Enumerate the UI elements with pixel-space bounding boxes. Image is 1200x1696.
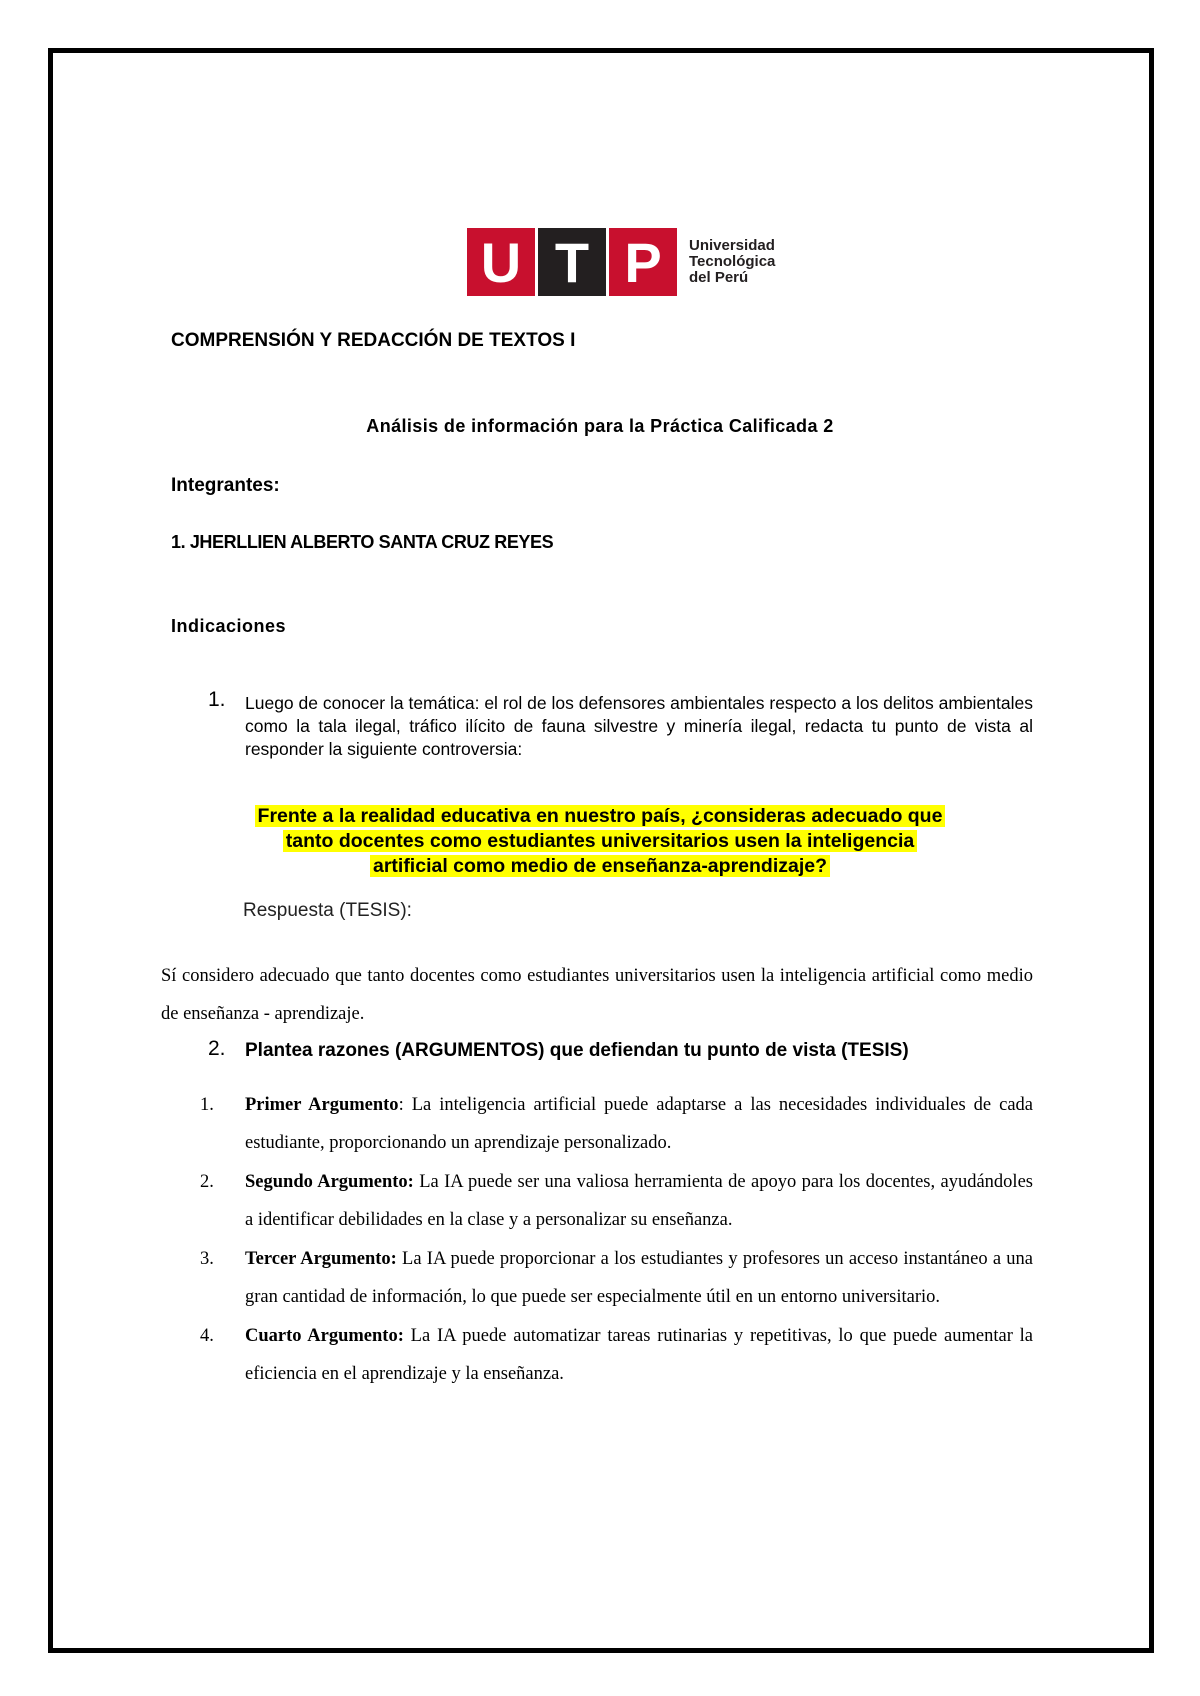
argument-text: La IA puede automatizar tareas rutinarias y repetitivas, lo que puede aumentar la eficiencia en el aprendizaje y la enseñanza. <box>245 1326 1034 1384</box>
logo-text-line: Tecnológica <box>689 253 776 270</box>
integrantes-heading: Integrantes: <box>171 475 280 496</box>
logo-text-line: del Perú <box>689 269 749 286</box>
arguments-instruction: Plantea razones (ARGUMENTOS) que defiendan tu punto de vista (TESIS) <box>245 1040 909 1061</box>
respuesta-label: Respuesta (TESIS): <box>243 900 412 921</box>
item-number: 2. <box>208 1037 226 1060</box>
argument-item <box>200 1240 1033 1316</box>
argument-body <box>245 1163 1033 1239</box>
argument-label: Primer Argumento <box>245 1095 399 1115</box>
argument-number: 4. <box>200 1326 214 1346</box>
logo-letter-u: U <box>467 228 535 296</box>
member-name: 1. JHERLLIEN ALBERTO SANTA CRUZ REYES <box>171 532 554 552</box>
argument-item <box>200 1163 1033 1239</box>
argument-body <box>245 1317 1033 1393</box>
argument-item <box>200 1317 1033 1393</box>
question-line: artificial como medio de enseñanza-aprendizaje? <box>370 855 830 877</box>
thesis-text: Sí considero adecuado que tanto docentes como estudiantes universitarios usen la inteligencia artificial como medio de enseñanza - aprendizaje. <box>161 966 1033 1024</box>
instruction-text: Luego de conocer la temática: el rol de los defensores ambientales respecto a los delitos ambientales como la tala ilegal, tráfico ilícito de fauna silvestre y minería ilegal, redacta tu punto de vista al responder la siguiente controversia: <box>245 693 1033 759</box>
argument-text: La IA puede ser una valiosa herramienta de apoyo para los docentes, ayudándoles a identificar debilidades en la clase y a personalizar su enseñanza. <box>245 1172 1033 1230</box>
logo-university-name <box>689 238 775 286</box>
question-line: Frente a la realidad educativa en nuestro país, ¿consideras adecuado que <box>255 805 946 827</box>
argument-label: Tercer Argumento: <box>245 1249 397 1269</box>
argument-text: La IA puede proporcionar a los estudiantes y profesores un acceso instantáneo a una gran cantidad de información, lo que puede ser especialmente útil en un entorno universitario. <box>245 1249 1033 1307</box>
argument-number: 1. <box>200 1095 214 1115</box>
argument-body <box>245 1086 1033 1162</box>
argument-number: 2. <box>200 1172 214 1192</box>
item-number: 1. <box>208 688 226 711</box>
logo-letter-p: P <box>609 228 677 296</box>
utp-logo <box>467 228 775 296</box>
argument-text: La inteligencia artificial puede adaptarse a las necesidades individuales de cada estudiante, proporcionando un aprendizaje personalizado. <box>245 1095 1033 1153</box>
course-title: COMPRENSIÓN Y REDACCIÓN DE TEXTOS I <box>171 330 576 351</box>
argument-number: 3. <box>200 1249 214 1269</box>
argument-separator: : <box>398 1095 404 1115</box>
logo-text-line: Universidad <box>689 237 775 254</box>
question-line: tanto docentes como estudiantes universitarios usen la inteligencia <box>283 830 918 852</box>
argument-label: Segundo Argumento: <box>245 1172 414 1192</box>
document-title: Análisis de información para la Práctica Calificada 2 <box>366 416 834 436</box>
argument-body <box>245 1240 1033 1316</box>
controversy-question <box>0 804 1200 879</box>
argument-label: Cuarto Argumento: <box>245 1326 404 1346</box>
arguments-list <box>200 1086 1033 1394</box>
argument-item <box>200 1086 1033 1162</box>
logo-letter-t: T <box>538 228 606 296</box>
indicaciones-heading: Indicaciones <box>171 616 287 636</box>
